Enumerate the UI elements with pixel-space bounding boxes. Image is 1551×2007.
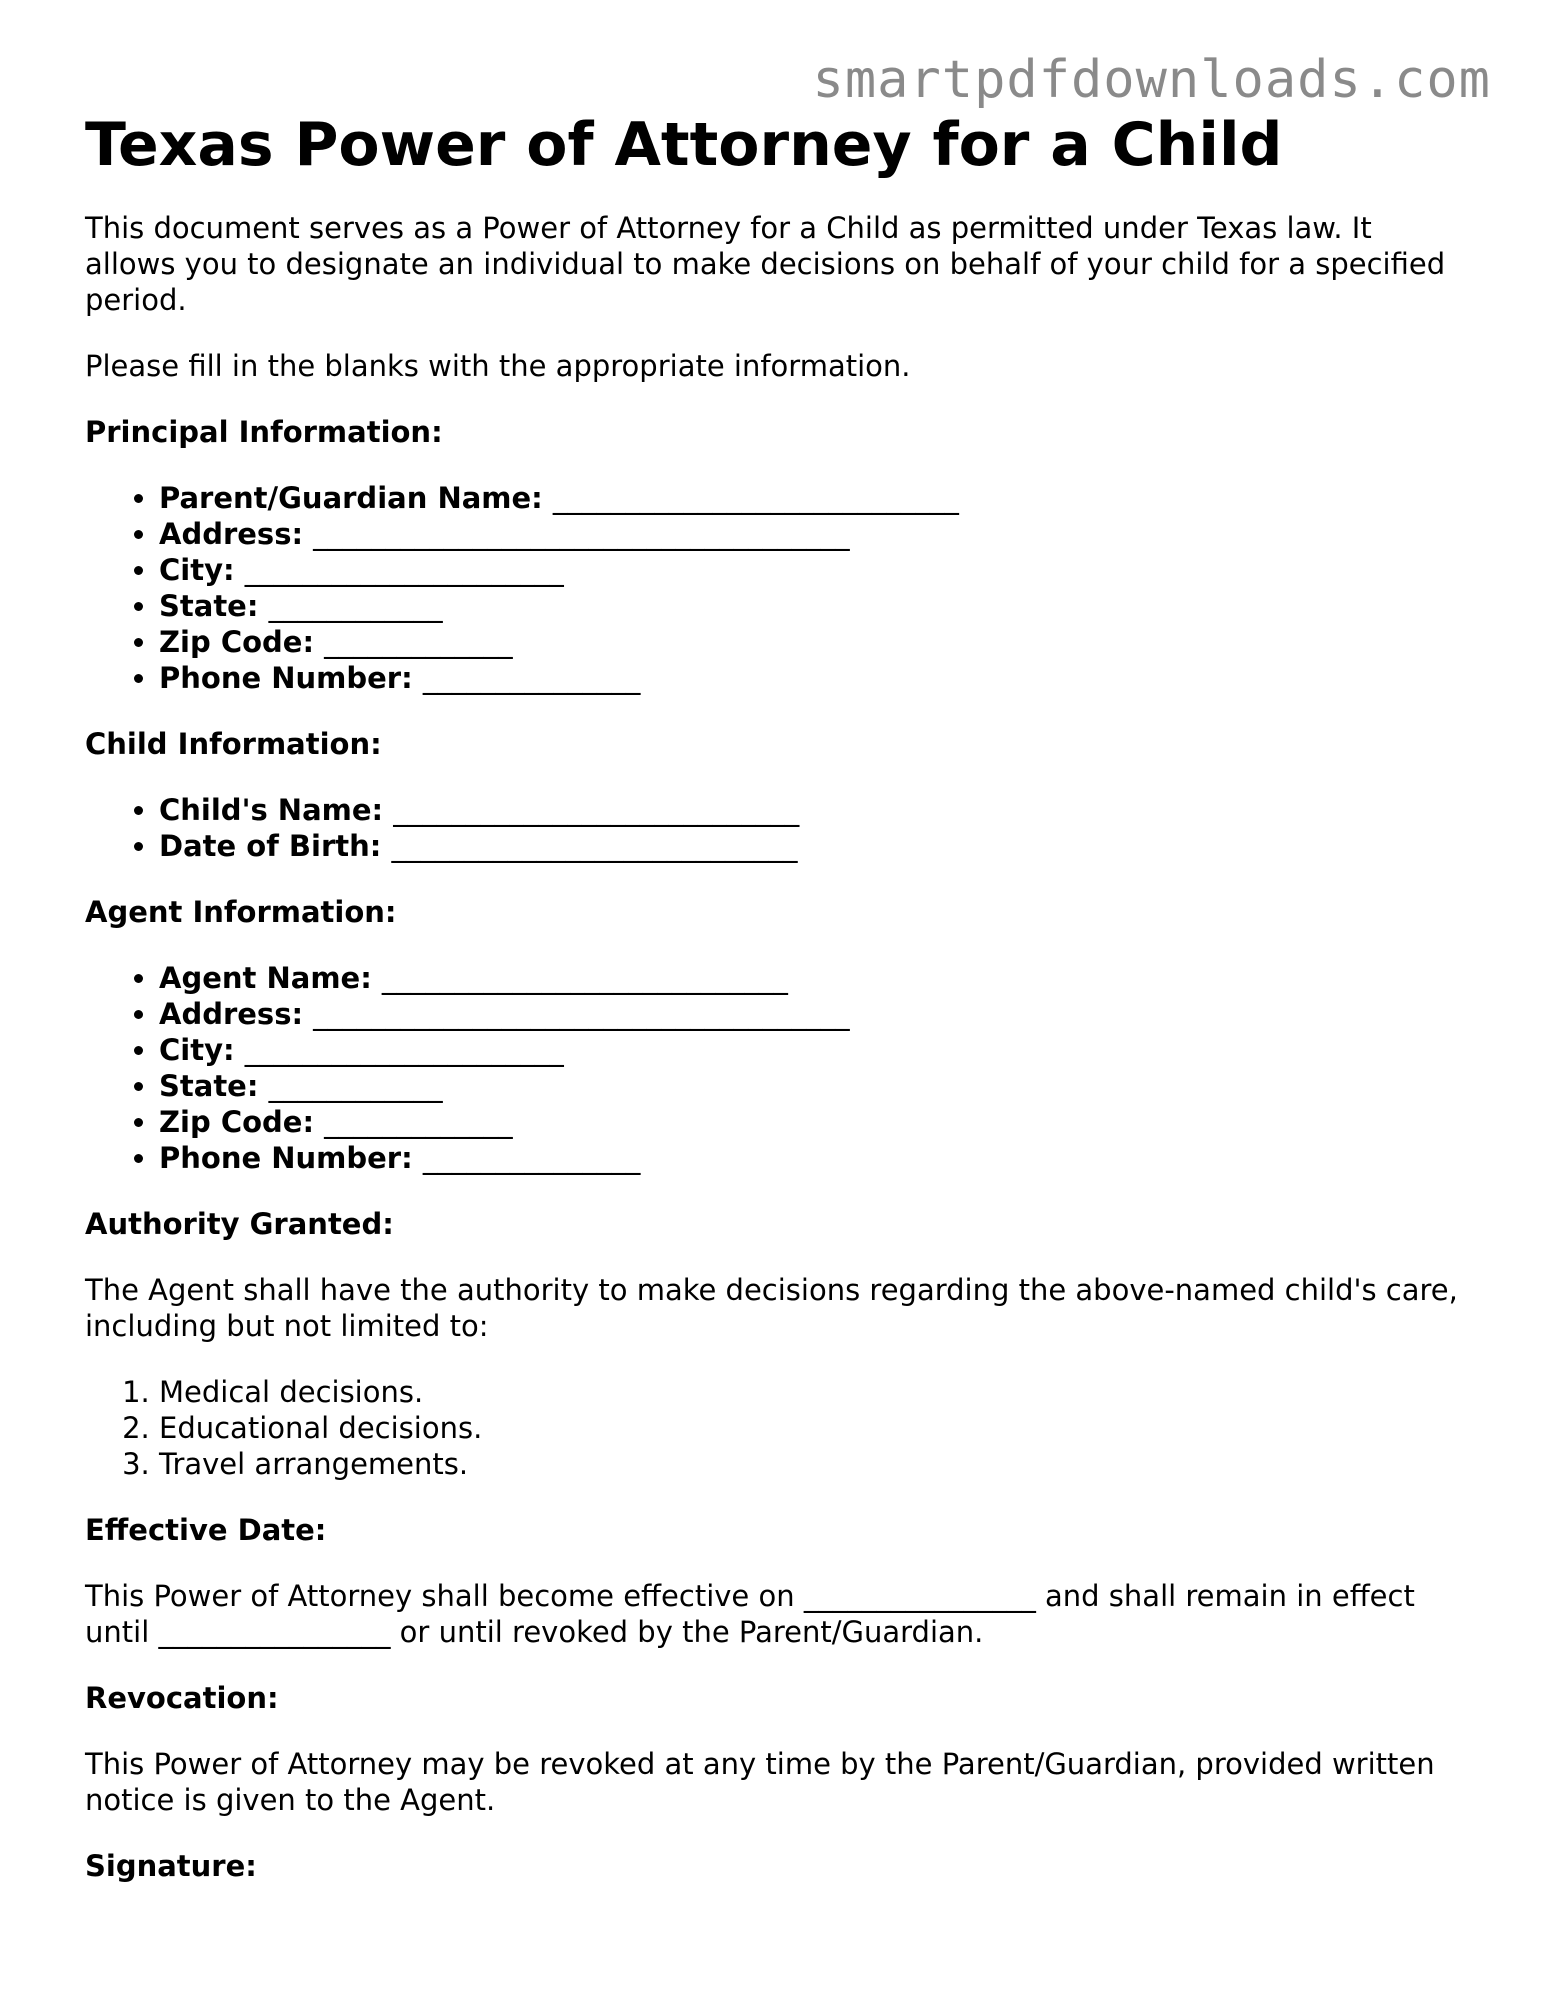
agent-field[interactable] [159, 1140, 1465, 1176]
authority-list [85, 1374, 1465, 1482]
field-label: Zip Code: [159, 1105, 315, 1139]
field-label: Date of Birth: [159, 829, 382, 863]
field-label: City: [159, 553, 235, 587]
effective-text-middle: and shall remain in effect until [85, 1579, 1415, 1649]
principal-field[interactable] [159, 480, 1465, 516]
fill-blank[interactable]: ____________ [268, 1069, 443, 1103]
fill-blank[interactable]: ____________________________ [393, 793, 800, 827]
authority-item: 3. Travel arrangements. [159, 1446, 1465, 1482]
instruction-paragraph: Please fill in the blanks with the appropriate information. [85, 349, 911, 383]
field-label: Phone Number: [159, 1141, 413, 1175]
field-label: Phone Number: [159, 661, 413, 695]
fill-blank[interactable]: ____________________________ [381, 961, 788, 995]
field-label: Address: [159, 517, 304, 551]
effective-text-before: This Power of Attorney shall become effective on [85, 1579, 804, 1613]
agent-field[interactable] [159, 1032, 1465, 1068]
child-field[interactable] [159, 792, 1465, 828]
authority-paragraph: The Agent shall have the authority to make decisions regarding the above-named child's care, including but not limited to: [85, 1273, 1458, 1343]
document-title: Texas Power of Attorney for a Child [85, 110, 1283, 180]
child-heading: Child Information: [85, 727, 382, 761]
intro-paragraph: This document serves as a Power of Attorney for a Child as permitted under Texas law. It allows you to designate an individual to make decisions on behalf of your child for a specified period. [85, 211, 1446, 317]
agent-field-list [85, 960, 1465, 1176]
fill-blank[interactable]: ____________ [268, 589, 443, 623]
fill-blank[interactable]: _______________ [422, 661, 641, 695]
fill-blank[interactable]: ____________________________ [552, 481, 959, 515]
child-field[interactable] [159, 828, 1465, 864]
field-label: Parent/Guardian Name: [159, 481, 543, 515]
field-label: City: [159, 1033, 235, 1067]
watermark: smartpdfdownloads.com [812, 50, 1491, 110]
field-label: Zip Code: [159, 625, 315, 659]
principal-field-list [85, 480, 1465, 696]
authority-heading: Authority Granted: [85, 1207, 394, 1241]
effective-date-heading: Effective Date: [85, 1513, 327, 1547]
child-field-list [85, 792, 1465, 864]
principal-field[interactable] [159, 624, 1465, 660]
field-label: Agent Name: [159, 961, 372, 995]
effective-start-blank[interactable]: ________________ [803, 1579, 1036, 1613]
agent-heading: Agent Information: [85, 895, 397, 929]
agent-field[interactable] [159, 1104, 1465, 1140]
revocation-paragraph: This Power of Attorney may be revoked at any time by the Parent/Guardian, provided written notice is given to the Agent. [85, 1747, 1435, 1817]
agent-field[interactable] [159, 960, 1465, 996]
fill-blank[interactable]: ______________________ [244, 553, 564, 587]
fill-blank[interactable]: _____________________________________ [313, 997, 850, 1031]
authority-item: 1. Medical decisions. [159, 1374, 1465, 1410]
principal-field[interactable] [159, 552, 1465, 588]
signature-heading: Signature: [85, 1849, 257, 1883]
document-body [85, 100, 1465, 1914]
effective-text-after: or until revoked by the Parent/Guardian. [390, 1615, 984, 1649]
fill-blank[interactable]: _____________________________________ [313, 517, 850, 551]
principal-field[interactable] [159, 660, 1465, 696]
authority-item: 2. Educational decisions. [159, 1410, 1465, 1446]
field-label: Child's Name: [159, 793, 384, 827]
agent-field[interactable] [159, 996, 1465, 1032]
principal-field[interactable] [159, 516, 1465, 552]
fill-blank[interactable]: ____________________________ [391, 829, 798, 863]
fill-blank[interactable]: ______________________ [244, 1033, 564, 1067]
principal-heading: Principal Information: [85, 415, 443, 449]
fill-blank[interactable]: _____________ [324, 1105, 513, 1139]
agent-field[interactable] [159, 1068, 1465, 1104]
effective-end-blank[interactable]: ________________ [158, 1615, 391, 1649]
fill-blank[interactable]: _______________ [422, 1141, 641, 1175]
field-label: State: [159, 589, 259, 623]
effective-date-paragraph [85, 1578, 1465, 1650]
field-label: Address: [159, 997, 304, 1031]
field-label: State: [159, 1069, 259, 1103]
principal-field[interactable] [159, 588, 1465, 624]
fill-blank[interactable]: _____________ [324, 625, 513, 659]
revocation-heading: Revocation: [85, 1681, 279, 1715]
